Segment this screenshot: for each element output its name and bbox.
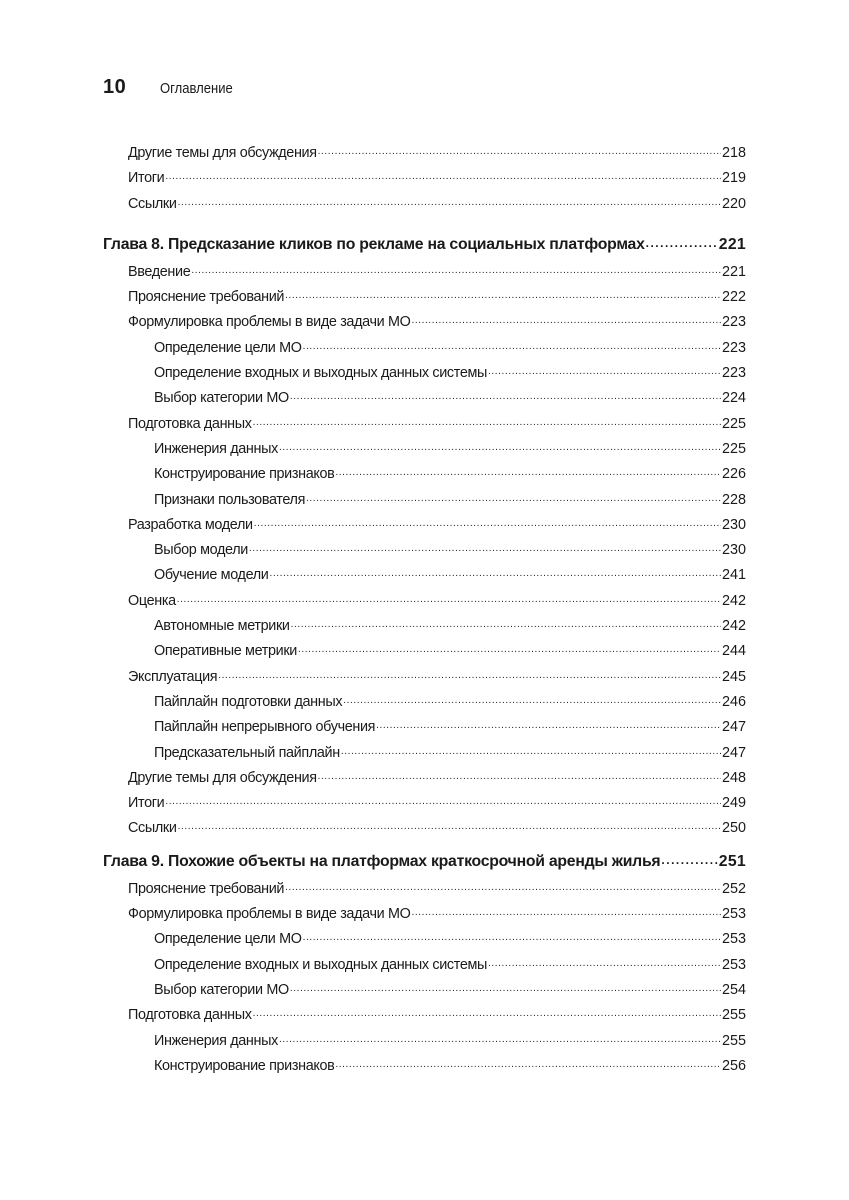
- toc-entry-page-number: 253: [721, 906, 746, 923]
- toc-section-entry[interactable]: [103, 614, 746, 639]
- toc-entry-page-number: 245: [721, 668, 746, 685]
- dot-leader: [376, 717, 721, 731]
- toc-entry-page-number: 254: [721, 981, 746, 998]
- dot-leader: [303, 337, 721, 351]
- toc-entry-title: Глава 9. Похожие объекты на платформах краткосрочной аренды жилья: [103, 852, 661, 870]
- toc-entry-page-number: 247: [721, 719, 746, 736]
- toc-section-entry[interactable]: [103, 166, 746, 191]
- toc-section-entry[interactable]: [103, 927, 746, 952]
- toc-section-entry[interactable]: [103, 141, 746, 166]
- dot-leader: [249, 540, 721, 554]
- toc-section-entry[interactable]: [103, 361, 746, 386]
- toc-entry-page-number: 247: [721, 744, 746, 761]
- dot-leader: [178, 193, 721, 207]
- dot-leader: [290, 980, 721, 994]
- toc-entry-page-number: 250: [721, 820, 746, 837]
- dot-leader: [411, 312, 721, 326]
- dot-leader: [298, 641, 721, 655]
- dot-leader: [335, 464, 721, 478]
- dot-leader: [488, 363, 721, 377]
- toc-section-entry[interactable]: [103, 513, 746, 538]
- toc-entry-title: Выбор категории МО: [154, 981, 289, 998]
- dot-leader: [335, 1055, 721, 1069]
- dot-leader: [318, 143, 721, 157]
- dot-leader: [646, 233, 718, 249]
- toc-entry-title: Ссылки: [128, 195, 177, 212]
- dot-leader: [290, 388, 721, 402]
- toc-entry-page-number: 241: [721, 567, 746, 584]
- toc-entry-title: Определение входных и выходных данных системы: [154, 956, 488, 973]
- toc-entry-page-number: 220: [721, 195, 746, 212]
- toc-entry-page-number: 223: [721, 339, 746, 356]
- dot-leader: [661, 850, 717, 866]
- toc-entry-title: Итоги: [128, 795, 165, 812]
- toc-entry-title: Конструирование признаков: [154, 466, 335, 483]
- toc-entry-page-number: 228: [721, 491, 746, 508]
- toc-entry-page-number: 225: [721, 440, 746, 457]
- toc-section-entry[interactable]: [103, 589, 746, 614]
- toc-entry-title: Определение цели МО: [154, 931, 302, 948]
- dot-leader: [318, 767, 721, 781]
- dot-leader: [177, 590, 721, 604]
- dot-leader: [279, 1030, 721, 1044]
- toc-entry-title: Автономные метрики: [154, 618, 290, 635]
- toc-section-entry[interactable]: [103, 690, 746, 715]
- toc-entry-page-number: 252: [721, 880, 746, 897]
- toc-section-entry[interactable]: [103, 488, 746, 513]
- dot-leader: [270, 565, 721, 579]
- dot-leader: [285, 287, 721, 301]
- toc-chapter-entry[interactable]: [103, 847, 746, 877]
- table-of-contents: [103, 141, 746, 1079]
- toc-section-entry[interactable]: [103, 1054, 746, 1079]
- toc-entry-page-number: 226: [721, 466, 746, 483]
- toc-entry-title: Введение: [128, 263, 191, 280]
- toc-entry-title: Другие темы для обсуждения: [128, 145, 317, 161]
- toc-entry-page-number: 218: [721, 145, 746, 161]
- dot-leader: [306, 489, 721, 503]
- toc-entry-title: Формулировка проблемы в виде задачи МО: [128, 906, 411, 923]
- dot-leader: [178, 818, 721, 832]
- toc-entry-page-number: 224: [721, 390, 746, 407]
- toc-entry-page-number: 256: [721, 1057, 746, 1074]
- toc-section-entry[interactable]: [103, 563, 746, 588]
- toc-section-entry[interactable]: [103, 1003, 746, 1028]
- toc-section-entry[interactable]: [103, 953, 746, 978]
- toc-entry-page-number: 230: [721, 516, 746, 533]
- toc-entry-page-number: 225: [721, 415, 746, 432]
- toc-entry-page-number: 251: [718, 852, 746, 870]
- toc-section-entry[interactable]: [103, 285, 746, 310]
- dot-leader: [253, 1005, 721, 1019]
- toc-entry-title: Подготовка данных: [128, 1007, 252, 1024]
- toc-entry-page-number: 249: [721, 795, 746, 812]
- toc-section-entry[interactable]: [103, 462, 746, 487]
- toc-entry-page-number: 253: [721, 956, 746, 973]
- toc-entry-title: Обучение модели: [154, 567, 269, 584]
- toc-section-entry[interactable]: [103, 260, 746, 285]
- page-number: 10: [103, 76, 127, 98]
- toc-section-entry[interactable]: [103, 639, 746, 664]
- toc-entry-title: Определение цели МО: [154, 339, 302, 356]
- toc-entry-page-number: 221: [721, 263, 746, 280]
- dot-leader: [343, 692, 721, 706]
- toc-section-entry[interactable]: [103, 538, 746, 563]
- toc-entry-page-number: 223: [721, 365, 746, 382]
- toc-entry-title: Прояснение требований: [128, 880, 285, 897]
- toc-section-entry[interactable]: [103, 665, 746, 690]
- toc-section-entry[interactable]: [103, 877, 746, 902]
- toc-entry-page-number: 221: [718, 235, 746, 253]
- toc-entry-title: Ссылки: [128, 820, 177, 837]
- toc-entry-page-number: 222: [721, 289, 746, 306]
- toc-entry-page-number: 246: [721, 693, 746, 710]
- dot-leader: [291, 616, 721, 630]
- toc-entry-title: Инженерия данных: [154, 440, 278, 457]
- toc-entry-title: Пайплайн подготовки данных: [154, 693, 343, 710]
- dot-leader: [165, 793, 721, 807]
- dot-leader: [253, 413, 721, 427]
- toc-entry-page-number: 223: [721, 314, 746, 331]
- toc-section-entry[interactable]: [103, 978, 746, 1003]
- dot-leader: [254, 514, 721, 528]
- dot-leader: [191, 262, 721, 276]
- toc-entry-title: Оперативные метрики: [154, 643, 297, 660]
- dot-leader: [218, 666, 721, 680]
- toc-entry-title: Эксплуатация: [128, 668, 218, 685]
- toc-section-entry[interactable]: [103, 741, 746, 766]
- dot-leader: [341, 742, 721, 756]
- toc-section-entry[interactable]: [103, 192, 746, 217]
- toc-section-entry[interactable]: [103, 437, 746, 462]
- toc-section-entry[interactable]: [103, 791, 746, 816]
- toc-section-entry[interactable]: [103, 766, 746, 791]
- toc-entry-page-number: 255: [721, 1007, 746, 1024]
- toc-entry-title: Итоги: [128, 170, 165, 187]
- toc-section-entry[interactable]: [103, 1029, 746, 1054]
- toc-entry-title: Оценка: [128, 592, 176, 609]
- page-header: [103, 76, 241, 100]
- toc-entry-title: Подготовка данных: [128, 415, 252, 432]
- toc-section-entry[interactable]: [103, 816, 746, 841]
- toc-section-entry[interactable]: [103, 310, 746, 335]
- toc-section-entry[interactable]: [103, 412, 746, 437]
- dot-leader: [488, 954, 721, 968]
- running-title: Оглавление: [160, 81, 234, 97]
- toc-section-entry[interactable]: [103, 386, 746, 411]
- toc-entry-title: Выбор модели: [154, 542, 248, 559]
- toc-entry-page-number: 255: [721, 1032, 746, 1049]
- toc-entry-title: Конструирование признаков: [154, 1057, 335, 1074]
- toc-entry-title: Разработка модели: [128, 516, 253, 533]
- toc-entry-title: Формулировка проблемы в виде задачи МО: [128, 314, 411, 331]
- toc-entry-title: Выбор категории МО: [154, 390, 289, 407]
- toc-entry-page-number: 219: [721, 170, 746, 187]
- toc-entry-page-number: 248: [721, 769, 746, 786]
- toc-entry-page-number: 242: [721, 592, 746, 609]
- toc-chapter-entry[interactable]: [103, 230, 746, 260]
- dot-leader: [285, 878, 721, 892]
- toc-entry-title: Глава 8. Предсказание кликов по рекламе на социальных платформах: [103, 235, 645, 253]
- toc-section-entry[interactable]: [103, 336, 746, 361]
- toc-entry-page-number: 244: [721, 643, 746, 660]
- toc-entry-title: Признаки пользователя: [154, 491, 306, 508]
- toc-entry-page-number: 242: [721, 618, 746, 635]
- toc-section-entry[interactable]: [103, 902, 746, 927]
- toc-entry-page-number: 230: [721, 542, 746, 559]
- toc-entry-title: Другие темы для обсуждения: [128, 769, 317, 786]
- toc-entry-page-number: 253: [721, 931, 746, 948]
- toc-entry-title: Определение входных и выходных данных системы: [154, 365, 488, 382]
- dot-leader: [303, 929, 721, 943]
- dot-leader: [411, 904, 721, 918]
- toc-section-entry[interactable]: [103, 715, 746, 740]
- dot-leader: [279, 439, 721, 453]
- toc-entry-title: Прояснение требований: [128, 289, 285, 306]
- dot-leader: [165, 168, 721, 182]
- toc-entry-title: Пайплайн непрерывного обучения: [154, 719, 376, 736]
- toc-entry-title: Инженерия данных: [154, 1032, 278, 1049]
- toc-entry-title: Предсказательный пайплайн: [154, 744, 340, 761]
